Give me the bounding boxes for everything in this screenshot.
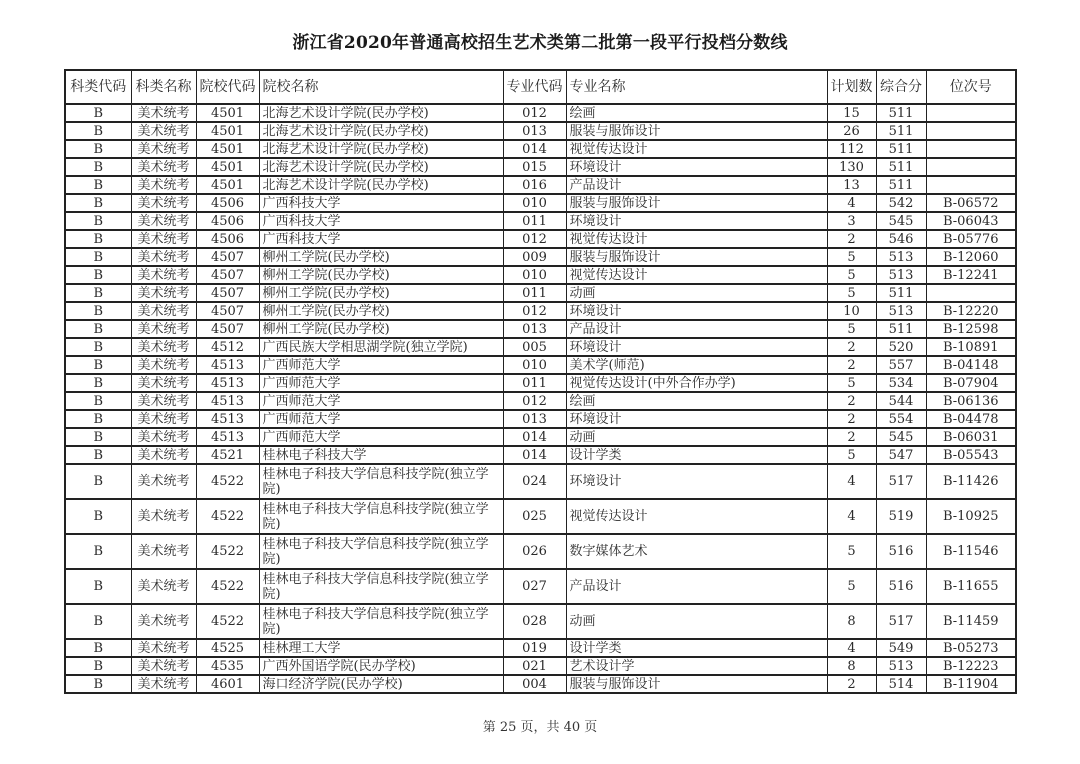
cell-plan-count: 4 xyxy=(827,194,876,212)
cell-major-name: 视觉传达设计 xyxy=(566,266,827,284)
cell-major-code: 012 xyxy=(503,104,566,122)
cell-rank: B-12060 xyxy=(926,248,1016,266)
table-row xyxy=(65,266,1016,284)
cell-category-code: B xyxy=(65,639,131,657)
table-row xyxy=(65,248,1016,266)
cell-school-name: 柳州工学院(民办学校) xyxy=(259,266,503,284)
cell-major-code: 012 xyxy=(503,230,566,248)
cell-total-score: 547 xyxy=(876,446,926,464)
cell-category-code: B xyxy=(65,657,131,675)
cell-plan-count: 4 xyxy=(827,499,876,534)
cell-rank: B-04148 xyxy=(926,356,1016,374)
cell-category-name: 美术统考 xyxy=(131,604,196,639)
cell-school-code: 4506 xyxy=(196,230,259,248)
cell-major-name: 动画 xyxy=(566,428,827,446)
cell-category-code: B xyxy=(65,284,131,302)
cell-major-code: 012 xyxy=(503,302,566,320)
cell-school-code: 4507 xyxy=(196,248,259,266)
cell-rank: B-11459 xyxy=(926,604,1016,639)
cell-rank: B-10925 xyxy=(926,499,1016,534)
table-row xyxy=(65,194,1016,212)
cell-major-code: 013 xyxy=(503,320,566,338)
cell-school-name: 广西师范大学 xyxy=(259,428,503,446)
cell-school-code: 4507 xyxy=(196,302,259,320)
cell-major-code: 011 xyxy=(503,284,566,302)
cell-major-code: 019 xyxy=(503,639,566,657)
cell-category-code: B xyxy=(65,675,131,693)
cell-total-score: 511 xyxy=(876,284,926,302)
cell-plan-count: 10 xyxy=(827,302,876,320)
cell-category-code: B xyxy=(65,176,131,194)
cell-school-code: 4521 xyxy=(196,446,259,464)
cell-major-name: 环境设计 xyxy=(566,410,827,428)
cell-plan-count: 2 xyxy=(827,356,876,374)
cell-major-name: 动画 xyxy=(566,284,827,302)
cell-rank: B-11655 xyxy=(926,569,1016,604)
cell-total-score: 511 xyxy=(876,140,926,158)
cell-plan-count: 13 xyxy=(827,176,876,194)
table-body xyxy=(65,104,1016,693)
cell-major-code: 014 xyxy=(503,446,566,464)
cell-major-code: 014 xyxy=(503,428,566,446)
cell-school-name: 柳州工学院(民办学校) xyxy=(259,284,503,302)
cell-rank: B-11546 xyxy=(926,534,1016,569)
cell-rank: B-05273 xyxy=(926,639,1016,657)
cell-total-score: 511 xyxy=(876,122,926,140)
cell-plan-count: 5 xyxy=(827,320,876,338)
cell-category-code: B xyxy=(65,534,131,569)
cell-category-name: 美术统考 xyxy=(131,657,196,675)
table-row xyxy=(65,230,1016,248)
cell-category-name: 美术统考 xyxy=(131,499,196,534)
table-row xyxy=(65,639,1016,657)
cell-plan-count: 112 xyxy=(827,140,876,158)
table-row xyxy=(65,104,1016,122)
cell-school-code: 4522 xyxy=(196,464,259,499)
cell-total-score: 549 xyxy=(876,639,926,657)
cell-school-code: 4522 xyxy=(196,499,259,534)
cell-total-score: 511 xyxy=(876,176,926,194)
cell-category-code: B xyxy=(65,212,131,230)
cell-plan-count: 5 xyxy=(827,248,876,266)
cell-school-name: 广西师范大学 xyxy=(259,410,503,428)
table-row xyxy=(65,675,1016,693)
cell-rank xyxy=(926,104,1016,122)
header-school-name: 院校名称 xyxy=(259,70,503,104)
cell-school-code: 4513 xyxy=(196,392,259,410)
cell-major-code: 014 xyxy=(503,140,566,158)
table-row xyxy=(65,464,1016,499)
cell-category-name: 美术统考 xyxy=(131,158,196,176)
cell-total-score: 554 xyxy=(876,410,926,428)
cell-category-name: 美术统考 xyxy=(131,104,196,122)
cell-category-code: B xyxy=(65,428,131,446)
cell-school-name: 广西外国语学院(民办学校) xyxy=(259,657,503,675)
cell-total-score: 514 xyxy=(876,675,926,693)
cell-rank: B-11904 xyxy=(926,675,1016,693)
cell-major-name: 动画 xyxy=(566,604,827,639)
cell-category-code: B xyxy=(65,320,131,338)
cell-school-name: 北海艺术设计学院(民办学校) xyxy=(259,104,503,122)
table-row xyxy=(65,392,1016,410)
cell-school-code: 4522 xyxy=(196,569,259,604)
cell-total-score: 511 xyxy=(876,320,926,338)
cell-total-score: 513 xyxy=(876,248,926,266)
cell-major-code: 021 xyxy=(503,657,566,675)
cell-plan-count: 2 xyxy=(827,338,876,356)
cell-major-code: 010 xyxy=(503,266,566,284)
cell-rank: B-12241 xyxy=(926,266,1016,284)
cell-plan-count: 3 xyxy=(827,212,876,230)
table-row xyxy=(65,338,1016,356)
cell-school-name: 柳州工学院(民办学校) xyxy=(259,320,503,338)
cell-major-code: 005 xyxy=(503,338,566,356)
cell-plan-count: 5 xyxy=(827,569,876,604)
cell-rank: B-12220 xyxy=(926,302,1016,320)
cell-school-name: 桂林理工大学 xyxy=(259,639,503,657)
table-row xyxy=(65,284,1016,302)
cell-total-score: 511 xyxy=(876,158,926,176)
page-number: 第 25 页，共 40 页 xyxy=(482,720,598,735)
cell-school-code: 4513 xyxy=(196,356,259,374)
cell-rank xyxy=(926,140,1016,158)
cell-rank: B-05776 xyxy=(926,230,1016,248)
table-row xyxy=(65,320,1016,338)
cell-major-code: 024 xyxy=(503,464,566,499)
table-row xyxy=(65,212,1016,230)
cell-category-name: 美术统考 xyxy=(131,428,196,446)
cell-category-name: 美术统考 xyxy=(131,446,196,464)
cell-major-name: 服装与服饰设计 xyxy=(566,194,827,212)
cell-major-name: 产品设计 xyxy=(566,569,827,604)
cell-school-code: 4507 xyxy=(196,266,259,284)
cell-school-code: 4507 xyxy=(196,320,259,338)
cell-major-name: 产品设计 xyxy=(566,176,827,194)
cell-category-code: B xyxy=(65,499,131,534)
cell-major-code: 013 xyxy=(503,410,566,428)
document-title: 浙江省2020年普通高校招生艺术类第二批第一段平行投档分数线 xyxy=(292,33,788,53)
cell-major-name: 视觉传达设计 xyxy=(566,230,827,248)
cell-school-name: 桂林电子科技大学信息科技学院(独立学院) xyxy=(259,569,503,604)
cell-school-name: 北海艺术设计学院(民办学校) xyxy=(259,176,503,194)
cell-total-score: 517 xyxy=(876,464,926,499)
cell-school-name: 广西科技大学 xyxy=(259,212,503,230)
cell-major-name: 服装与服饰设计 xyxy=(566,122,827,140)
cell-school-code: 4506 xyxy=(196,212,259,230)
cell-total-score: 534 xyxy=(876,374,926,392)
cell-total-score: 545 xyxy=(876,428,926,446)
cell-school-code: 4522 xyxy=(196,604,259,639)
cell-plan-count: 2 xyxy=(827,675,876,693)
cell-major-name: 服装与服饰设计 xyxy=(566,675,827,693)
cell-category-name: 美术统考 xyxy=(131,266,196,284)
header-plan-count: 计划数 xyxy=(827,70,876,104)
cell-rank xyxy=(926,158,1016,176)
cell-major-name: 环境设计 xyxy=(566,158,827,176)
cell-school-code: 4501 xyxy=(196,140,259,158)
cell-major-code: 013 xyxy=(503,122,566,140)
cell-category-code: B xyxy=(65,158,131,176)
cell-plan-count: 5 xyxy=(827,534,876,569)
cell-total-score: 546 xyxy=(876,230,926,248)
table-row xyxy=(65,428,1016,446)
cell-rank xyxy=(926,122,1016,140)
cell-rank: B-05543 xyxy=(926,446,1016,464)
cell-category-code: B xyxy=(65,569,131,604)
header-category-name: 科类名称 xyxy=(131,70,196,104)
cell-school-code: 4513 xyxy=(196,410,259,428)
admission-score-table xyxy=(64,69,1017,694)
cell-rank xyxy=(926,176,1016,194)
cell-school-name: 柳州工学院(民办学校) xyxy=(259,302,503,320)
cell-rank: B-10891 xyxy=(926,338,1016,356)
cell-school-code: 4506 xyxy=(196,194,259,212)
cell-category-name: 美术统考 xyxy=(131,338,196,356)
cell-major-name: 环境设计 xyxy=(566,464,827,499)
cell-school-name: 桂林电子科技大学 xyxy=(259,446,503,464)
cell-school-code: 4535 xyxy=(196,657,259,675)
table-row xyxy=(65,374,1016,392)
cell-category-name: 美术统考 xyxy=(131,140,196,158)
cell-plan-count: 2 xyxy=(827,230,876,248)
cell-school-code: 4513 xyxy=(196,374,259,392)
cell-school-code: 4601 xyxy=(196,675,259,693)
cell-category-code: B xyxy=(65,446,131,464)
cell-plan-count: 2 xyxy=(827,410,876,428)
cell-major-code: 012 xyxy=(503,392,566,410)
cell-rank: B-06136 xyxy=(926,392,1016,410)
cell-major-code: 010 xyxy=(503,356,566,374)
cell-category-code: B xyxy=(65,230,131,248)
table-row xyxy=(65,140,1016,158)
cell-school-code: 4507 xyxy=(196,284,259,302)
cell-major-code: 010 xyxy=(503,194,566,212)
cell-category-code: B xyxy=(65,104,131,122)
cell-major-name: 绘画 xyxy=(566,392,827,410)
header-total-score: 综合分 xyxy=(876,70,926,104)
cell-total-score: 513 xyxy=(876,657,926,675)
cell-category-name: 美术统考 xyxy=(131,639,196,657)
cell-school-name: 桂林电子科技大学信息科技学院(独立学院) xyxy=(259,604,503,639)
cell-total-score: 542 xyxy=(876,194,926,212)
cell-school-name: 广西科技大学 xyxy=(259,230,503,248)
cell-category-name: 美术统考 xyxy=(131,194,196,212)
cell-plan-count: 4 xyxy=(827,639,876,657)
header-major-name: 专业名称 xyxy=(566,70,827,104)
cell-total-score: 557 xyxy=(876,356,926,374)
table-row xyxy=(65,534,1016,569)
table-row xyxy=(65,122,1016,140)
cell-school-code: 4501 xyxy=(196,104,259,122)
cell-rank: B-06572 xyxy=(926,194,1016,212)
cell-total-score: 519 xyxy=(876,499,926,534)
cell-total-score: 513 xyxy=(876,266,926,284)
cell-major-name: 服装与服饰设计 xyxy=(566,248,827,266)
cell-plan-count: 8 xyxy=(827,604,876,639)
cell-major-name: 艺术设计学 xyxy=(566,657,827,675)
cell-rank: B-12598 xyxy=(926,320,1016,338)
cell-category-name: 美术统考 xyxy=(131,248,196,266)
cell-school-code: 4501 xyxy=(196,158,259,176)
cell-school-name: 北海艺术设计学院(民办学校) xyxy=(259,140,503,158)
cell-rank: B-12223 xyxy=(926,657,1016,675)
cell-major-name: 视觉传达设计(中外合作办学) xyxy=(566,374,827,392)
cell-school-name: 桂林电子科技大学信息科技学院(独立学院) xyxy=(259,534,503,569)
cell-category-name: 美术统考 xyxy=(131,212,196,230)
cell-category-code: B xyxy=(65,140,131,158)
cell-school-name: 北海艺术设计学院(民办学校) xyxy=(259,122,503,140)
cell-school-name: 广西师范大学 xyxy=(259,356,503,374)
cell-category-code: B xyxy=(65,356,131,374)
cell-major-name: 绘画 xyxy=(566,104,827,122)
cell-rank: B-06031 xyxy=(926,428,1016,446)
cell-school-name: 广西师范大学 xyxy=(259,392,503,410)
cell-school-code: 4525 xyxy=(196,639,259,657)
header-major-code: 专业代码 xyxy=(503,70,566,104)
cell-school-code: 4512 xyxy=(196,338,259,356)
cell-total-score: 544 xyxy=(876,392,926,410)
cell-category-name: 美术统考 xyxy=(131,122,196,140)
cell-total-score: 545 xyxy=(876,212,926,230)
cell-plan-count: 5 xyxy=(827,374,876,392)
cell-major-name: 设计学类 xyxy=(566,446,827,464)
table-row xyxy=(65,176,1016,194)
cell-category-code: B xyxy=(65,374,131,392)
cell-category-code: B xyxy=(65,392,131,410)
cell-plan-count: 26 xyxy=(827,122,876,140)
cell-school-name: 广西民族大学相思湖学院(独立学院) xyxy=(259,338,503,356)
cell-school-name: 桂林电子科技大学信息科技学院(独立学院) xyxy=(259,499,503,534)
cell-school-code: 4522 xyxy=(196,534,259,569)
cell-major-name: 环境设计 xyxy=(566,302,827,320)
table-row xyxy=(65,446,1016,464)
cell-category-name: 美术统考 xyxy=(131,320,196,338)
cell-major-code: 011 xyxy=(503,212,566,230)
cell-category-code: B xyxy=(65,194,131,212)
cell-category-name: 美术统考 xyxy=(131,464,196,499)
cell-category-name: 美术统考 xyxy=(131,569,196,604)
cell-category-code: B xyxy=(65,338,131,356)
cell-school-name: 广西科技大学 xyxy=(259,194,503,212)
cell-major-code: 016 xyxy=(503,176,566,194)
cell-school-name: 北海艺术设计学院(民办学校) xyxy=(259,158,503,176)
header-school-code: 院校代码 xyxy=(196,70,259,104)
cell-school-name: 桂林电子科技大学信息科技学院(独立学院) xyxy=(259,464,503,499)
cell-major-code: 025 xyxy=(503,499,566,534)
table-row xyxy=(65,158,1016,176)
cell-school-name: 广西师范大学 xyxy=(259,374,503,392)
cell-rank: B-11426 xyxy=(926,464,1016,499)
table-row xyxy=(65,356,1016,374)
cell-major-name: 设计学类 xyxy=(566,639,827,657)
cell-major-name: 环境设计 xyxy=(566,338,827,356)
cell-major-code: 028 xyxy=(503,604,566,639)
cell-major-name: 数字媒体艺术 xyxy=(566,534,827,569)
cell-category-code: B xyxy=(65,604,131,639)
header-category-code: 科类代码 xyxy=(65,70,131,104)
table-row xyxy=(65,410,1016,428)
cell-category-code: B xyxy=(65,266,131,284)
cell-rank xyxy=(926,284,1016,302)
cell-plan-count: 2 xyxy=(827,428,876,446)
cell-school-code: 4501 xyxy=(196,122,259,140)
cell-total-score: 511 xyxy=(876,104,926,122)
cell-school-name: 海口经济学院(民办学校) xyxy=(259,675,503,693)
header-rank: 位次号 xyxy=(926,70,1016,104)
cell-rank: B-04478 xyxy=(926,410,1016,428)
cell-rank: B-06043 xyxy=(926,212,1016,230)
cell-major-name: 视觉传达设计 xyxy=(566,499,827,534)
cell-major-code: 026 xyxy=(503,534,566,569)
cell-category-name: 美术统考 xyxy=(131,534,196,569)
cell-major-name: 美术学(师范) xyxy=(566,356,827,374)
cell-major-code: 011 xyxy=(503,374,566,392)
cell-plan-count: 4 xyxy=(827,464,876,499)
cell-category-name: 美术统考 xyxy=(131,675,196,693)
cell-school-code: 4501 xyxy=(196,176,259,194)
table-row xyxy=(65,657,1016,675)
cell-category-name: 美术统考 xyxy=(131,392,196,410)
cell-total-score: 513 xyxy=(876,302,926,320)
cell-category-name: 美术统考 xyxy=(131,374,196,392)
cell-category-code: B xyxy=(65,122,131,140)
cell-major-name: 环境设计 xyxy=(566,212,827,230)
cell-plan-count: 130 xyxy=(827,158,876,176)
cell-category-name: 美术统考 xyxy=(131,284,196,302)
cell-major-code: 004 xyxy=(503,675,566,693)
cell-category-name: 美术统考 xyxy=(131,230,196,248)
table-header-row xyxy=(65,70,1016,104)
cell-category-code: B xyxy=(65,248,131,266)
cell-total-score: 516 xyxy=(876,569,926,604)
cell-category-code: B xyxy=(65,410,131,428)
table-row xyxy=(65,499,1016,534)
cell-major-code: 015 xyxy=(503,158,566,176)
cell-total-score: 517 xyxy=(876,604,926,639)
cell-category-name: 美术统考 xyxy=(131,302,196,320)
cell-category-name: 美术统考 xyxy=(131,356,196,374)
cell-plan-count: 2 xyxy=(827,392,876,410)
cell-major-code: 009 xyxy=(503,248,566,266)
cell-major-name: 视觉传达设计 xyxy=(566,140,827,158)
table-row xyxy=(65,569,1016,604)
cell-school-code: 4513 xyxy=(196,428,259,446)
cell-major-code: 027 xyxy=(503,569,566,604)
cell-plan-count: 5 xyxy=(827,446,876,464)
cell-plan-count: 8 xyxy=(827,657,876,675)
cell-category-name: 美术统考 xyxy=(131,410,196,428)
cell-category-code: B xyxy=(65,302,131,320)
table-row xyxy=(65,302,1016,320)
table-row xyxy=(65,604,1016,639)
cell-school-name: 柳州工学院(民办学校) xyxy=(259,248,503,266)
cell-major-name: 产品设计 xyxy=(566,320,827,338)
cell-plan-count: 5 xyxy=(827,284,876,302)
cell-total-score: 516 xyxy=(876,534,926,569)
cell-category-name: 美术统考 xyxy=(131,176,196,194)
cell-rank: B-07904 xyxy=(926,374,1016,392)
cell-plan-count: 5 xyxy=(827,266,876,284)
cell-plan-count: 15 xyxy=(827,104,876,122)
cell-total-score: 520 xyxy=(876,338,926,356)
cell-category-code: B xyxy=(65,464,131,499)
